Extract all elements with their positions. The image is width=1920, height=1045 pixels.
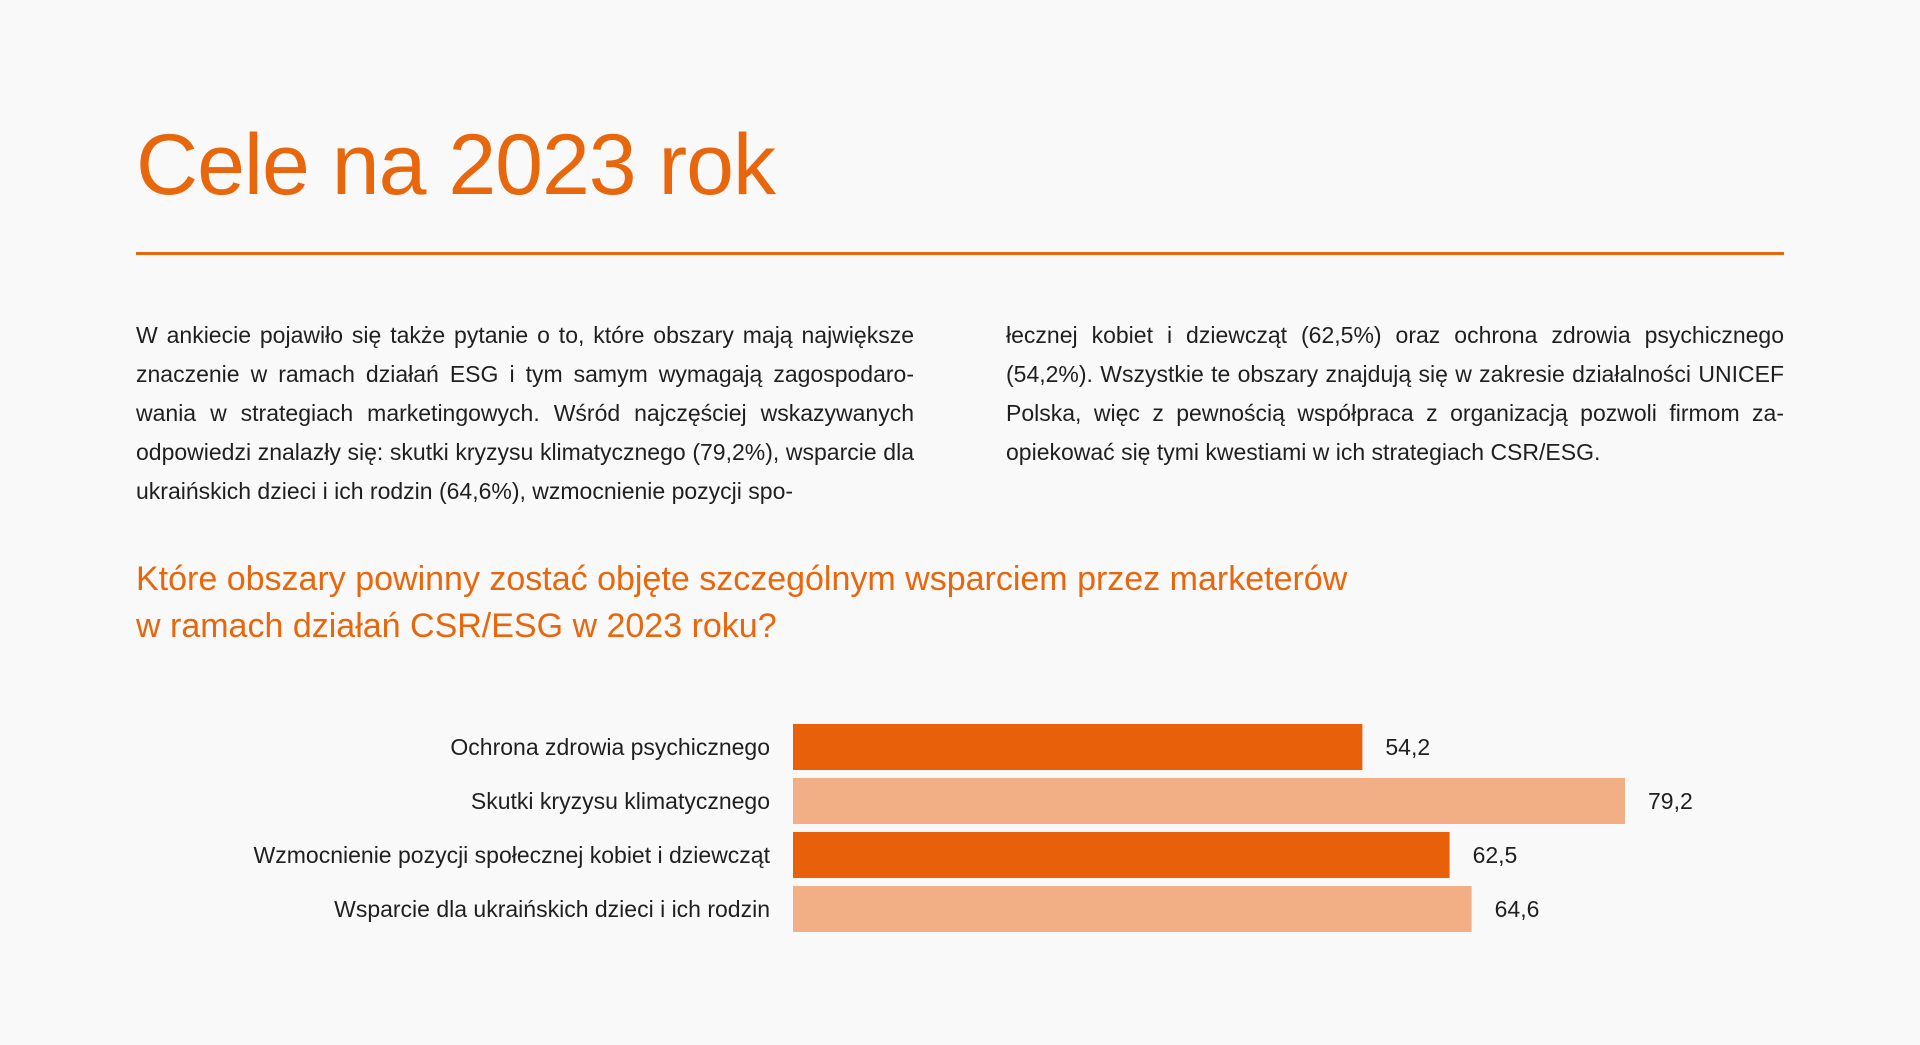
value-label: 64,6 [1494,896,1540,922]
bar [793,778,1625,824]
chart-title: Które obszary powinny zostać objęte szczególnym wsparciem przez marketerów w ramach działań CSR/ESG w 2023 roku? [136,560,1348,645]
body-text-right-column: łecznej kobiet i dziewcząt (62,5%) oraz ochrona zdrowia psychicznego (54,2%). Wszystkie te obszary znajdują się w zakresie działalności UNICEF Polska, więc z pewnością współpraca z organizacją pozwoli firmom za-opiekować się tymi kwestiami w ich strategiach CSR/ESG. [1006,322,1784,465]
category-label: Wzmocnienie pozycji społecznej kobiet i dziewcząt [253,842,770,868]
title-divider [136,252,1784,255]
value-label: 62,5 [1472,842,1518,868]
value-label: 54,2 [1385,734,1431,760]
page-title: Cele na 2023 rok [136,117,775,213]
body-text-left-column: W ankiecie pojawiło się także pytanie o to, które obszary mają największe znaczenie w ramach działań ESG i tym samym wymagają zagospodaro-wania w strategiach marketingowych. Wśród najczęściej wskazywanych odpowiedzi znalazły się: skutki kryzysu klimatycznego (79,2%), wsparcie dla ukraińskich dzieci i ich rodzin (64,6%), wzmocnienie pozycji spo- [136,322,914,504]
category-label: Ochrona zdrowia psychicznego [450,734,770,760]
bar [793,832,1450,878]
bar-chart [0,700,1920,950]
bar [793,886,1472,932]
value-label: 79,2 [1647,788,1693,814]
category-label: Skutki kryzysu klimatycznego [470,788,770,814]
category-label: Wsparcie dla ukraińskich dzieci i ich rodzin [334,896,770,922]
bar [793,724,1362,770]
